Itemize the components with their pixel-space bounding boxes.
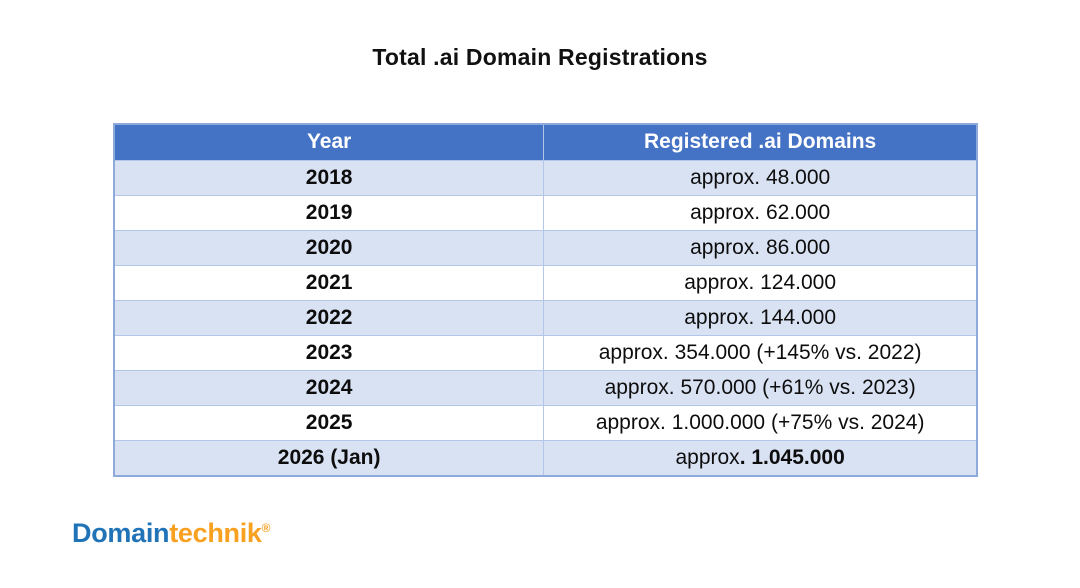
year-cell: 2026 (Jan) — [114, 441, 544, 476]
table-row — [114, 160, 977, 195]
value-cell — [544, 265, 977, 300]
value-text: approx. 48.000 — [690, 165, 831, 189]
column-header-registered-domains: Registered .ai Domains — [544, 124, 977, 160]
value-cell — [544, 195, 977, 230]
column-header-year: Year — [114, 124, 544, 160]
value-text: approx. 86.000 — [690, 235, 831, 259]
value-cell — [544, 371, 977, 406]
value-text: approx. 354.000 (+145% vs. 2022) — [598, 341, 922, 365]
value-text: approx. 62.000 — [690, 200, 831, 224]
value-cell — [544, 300, 977, 335]
value-cell — [544, 230, 977, 265]
year-cell: 2023 — [114, 336, 544, 371]
value-cell — [544, 406, 977, 441]
page-title: Total .ai Domain Registrations — [372, 44, 708, 70]
year-cell: 2018 — [114, 160, 544, 195]
registered-trademark-icon: ® — [261, 521, 271, 535]
value-bold-text: . 1.045.000 — [739, 446, 845, 470]
value-text: approx — [675, 446, 740, 470]
table-row — [114, 336, 977, 371]
value-cell — [544, 160, 977, 195]
value-text: approx. 144.000 — [684, 305, 837, 329]
table-row — [114, 230, 977, 265]
year-cell: 2022 — [114, 300, 544, 335]
table-row — [114, 300, 977, 335]
logo-text-technik: technik — [169, 518, 262, 548]
table-row — [114, 371, 977, 406]
year-cell: 2025 — [114, 406, 544, 441]
year-cell: 2020 — [114, 230, 544, 265]
registrations-table — [113, 123, 978, 477]
registrations-table-wrap — [113, 123, 978, 477]
table-header — [114, 124, 977, 160]
table-row — [114, 406, 977, 441]
year-cell: 2019 — [114, 195, 544, 230]
table-body — [114, 160, 977, 476]
domaintechnik-logo — [72, 518, 270, 549]
value-text: approx. 570.000 (+61% vs. 2023) — [604, 376, 916, 400]
year-cell: 2024 — [114, 371, 544, 406]
table-header-row — [114, 124, 977, 160]
table-row — [114, 195, 977, 230]
value-cell — [544, 441, 977, 476]
table-row — [114, 441, 977, 476]
year-cell: 2021 — [114, 265, 544, 300]
logo-text-domain: Domain — [72, 518, 170, 548]
table-row — [114, 265, 977, 300]
value-cell — [544, 336, 977, 371]
value-text: approx. 1.000.000 (+75% vs. 2024) — [595, 411, 925, 435]
value-text: approx. 124.000 — [684, 270, 837, 294]
